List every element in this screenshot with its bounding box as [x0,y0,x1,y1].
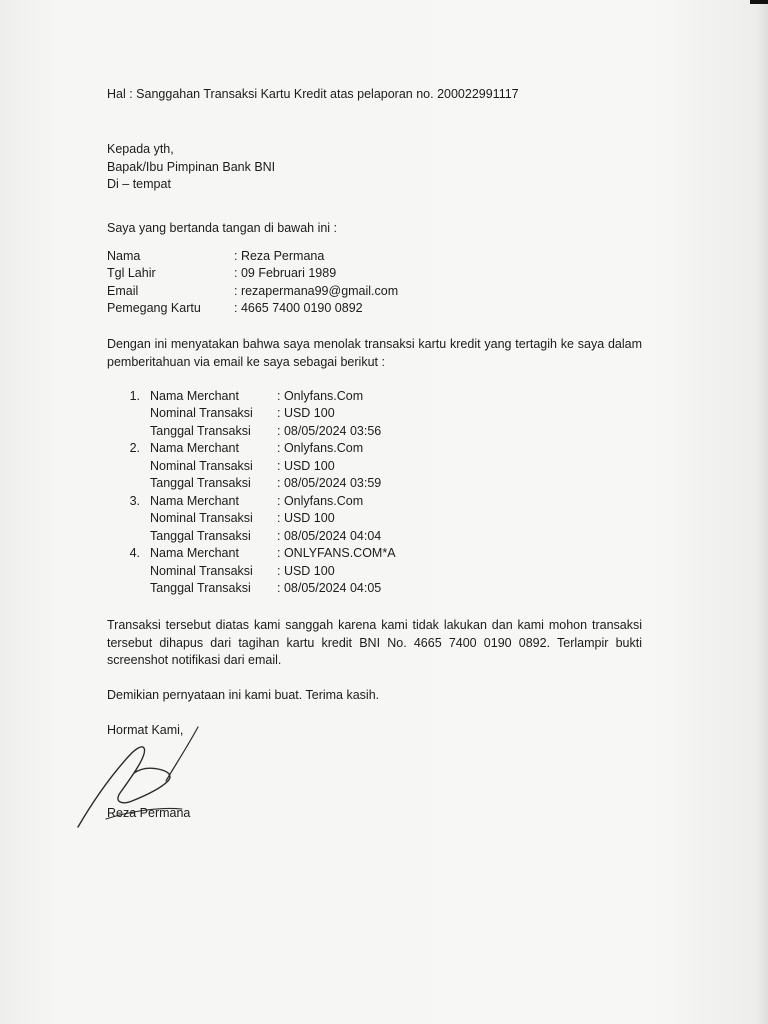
recipient-line-3: Di – tempat [107,177,171,191]
statement-paragraph: Dengan ini menyatakan bahwa saya menolak transaksi kartu kredit yang tertagih ke saya dalam pemberitahuan via email ke saya sebagai berikut : [107,337,642,369]
recipient-line-2: Bapak/Ibu Pimpinan Bank BNI [107,160,276,174]
transaction-date-label: Tanggal Transaksi [150,424,251,438]
transaction-merchant: : Onlyfans.Com [277,389,364,403]
identity-value-email: : rezapermana99@gmail.com [234,284,399,298]
transaction-merchant-label: Nama Merchant [150,441,239,455]
transaction-number: 4. [129,546,140,560]
signer-name: Reza Permana [107,806,191,820]
identity-label-name: Nama [107,249,141,263]
closing-line: Demikian pernyataan ini kami buat. Terima kasih. [107,688,380,702]
transaction-amount-label: Nominal Transaksi [150,459,253,473]
transaction-number: 2. [129,441,140,455]
identity-label-email: Email [107,284,139,298]
identity-value-card: : 4665 7400 0190 0892 [234,301,363,315]
transaction-merchant-label: Nama Merchant [150,494,239,508]
intro-line: Saya yang bertanda tangan di bawah ini : [107,221,338,235]
transaction-date-label: Tanggal Transaksi [150,529,251,543]
salutation: Hormat Kami, [107,723,184,737]
transaction-merchant: : ONLYFANS.COM*A [277,546,396,560]
transaction-amount: : USD 100 [277,564,335,578]
transaction-amount-label: Nominal Transaksi [150,511,253,525]
dispute-paragraph: Transaksi tersebut diatas kami sanggah karena kami tidak lakukan dan kami mohon transaksi tersebut dihapus dari tagihan kartu kredit BNI No. 4665 7400 0190 0892. Terlampir bukti screenshot notifikasi dari email. [107,618,642,667]
page-edge-shadow [756,0,768,1024]
transaction-amount-label: Nominal Transaksi [150,406,253,420]
transaction-date: : 08/05/2024 03:59 [277,476,382,490]
transaction-amount: : USD 100 [277,406,335,420]
transaction-amount: : USD 100 [277,511,335,525]
transaction-date-label: Tanggal Transaksi [150,581,251,595]
identity-label-birthdate: Tgl Lahir [107,266,156,280]
transaction-date: : 08/05/2024 03:56 [277,424,382,438]
transaction-number: 1. [129,389,140,403]
transaction-number: 3. [129,494,140,508]
transaction-date: : 08/05/2024 04:05 [277,581,382,595]
identity-value-birthdate: : 09 Februari 1989 [234,266,337,280]
identity-value-name: : Reza Permana [234,249,325,263]
transaction-date: : 08/05/2024 04:04 [277,529,382,543]
transaction-merchant: : Onlyfans.Com [277,494,364,508]
letter-subject: Hal : Sanggahan Transaksi Kartu Kredit atas pelaporan no. 200022991117 [107,87,519,101]
transaction-merchant-label: Nama Merchant [150,546,239,560]
transaction-amount-label: Nominal Transaksi [150,564,253,578]
identity-label-card: Pemegang Kartu [107,301,201,315]
scan-edge-mark [750,0,768,4]
recipient-line-1: Kepada yth, [107,142,174,156]
transaction-date-label: Tanggal Transaksi [150,476,251,490]
transaction-merchant: : Onlyfans.Com [277,441,364,455]
transaction-amount: : USD 100 [277,459,335,473]
transaction-merchant-label: Nama Merchant [150,389,239,403]
